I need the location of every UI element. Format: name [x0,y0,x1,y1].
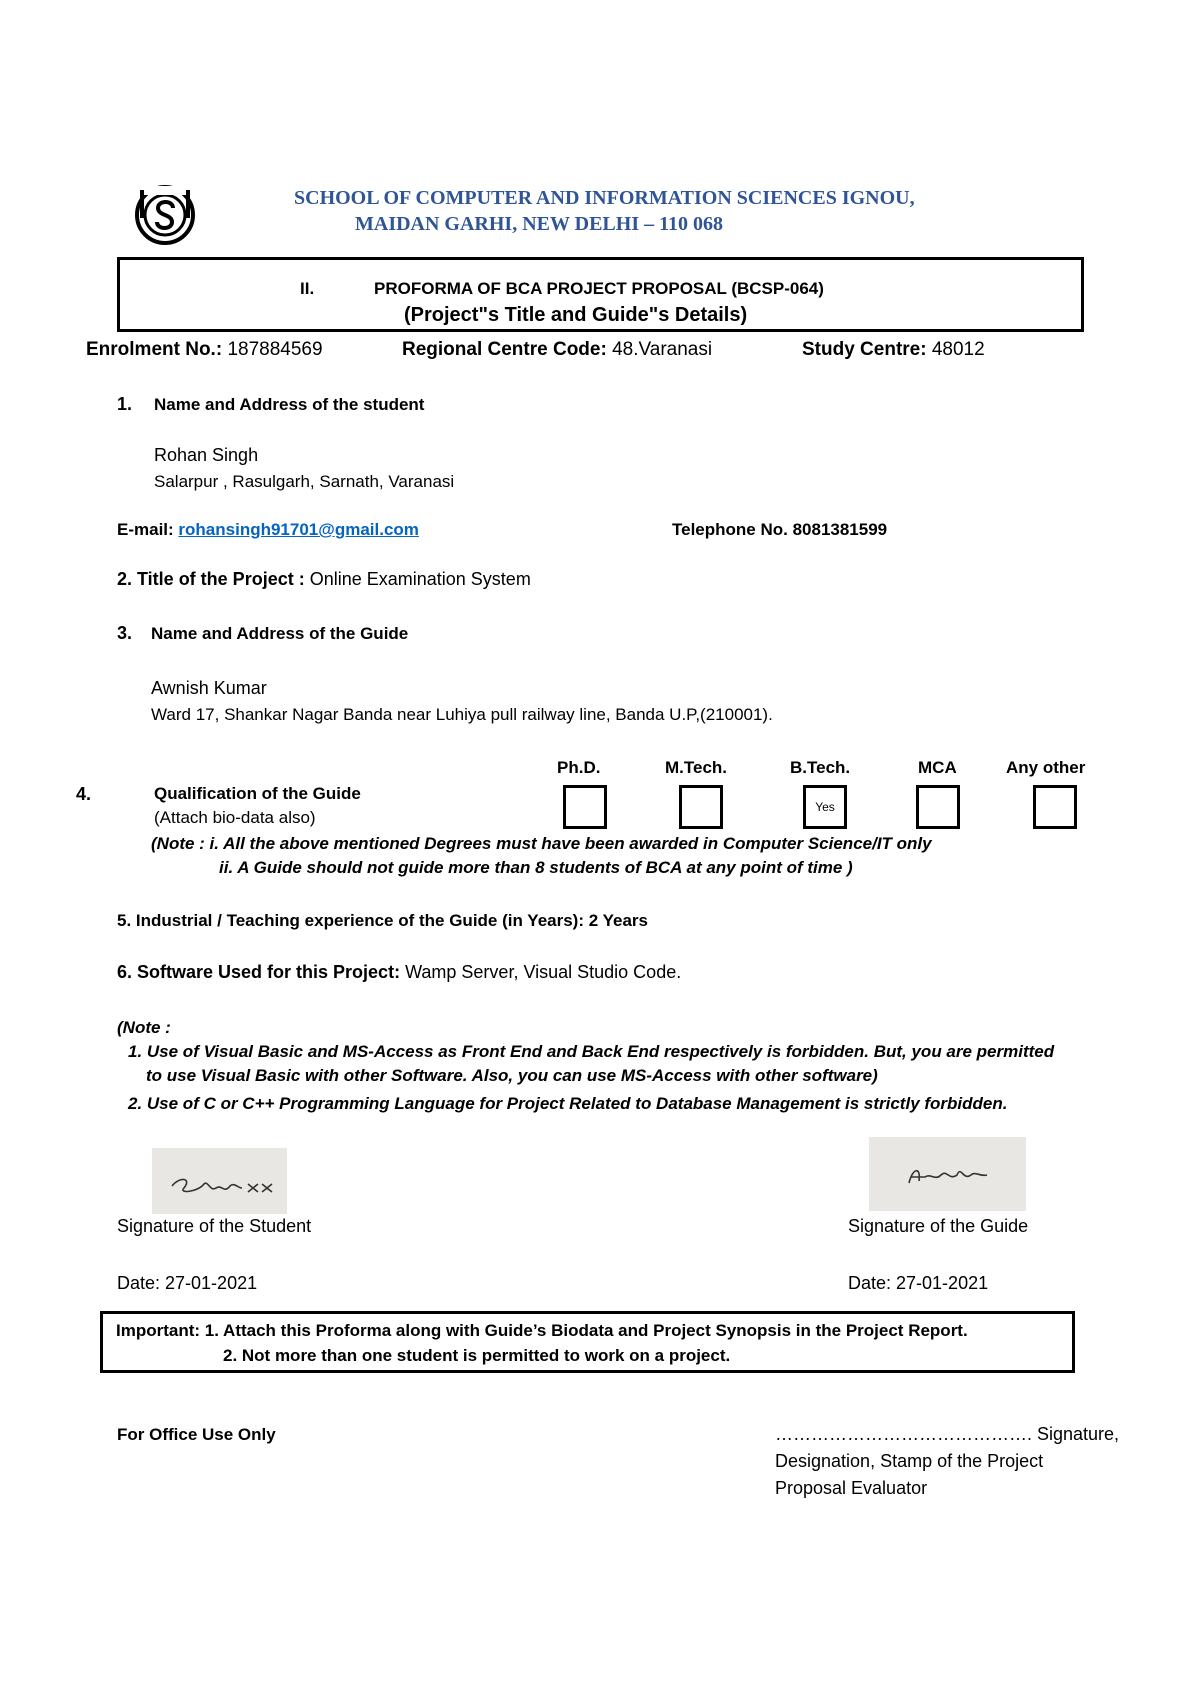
important-line-2: 2. Not more than one student is permitted to work on a project. [223,1346,731,1365]
section4-subheading: (Attach bio-data also) [154,808,316,827]
email-row [117,520,419,540]
student-signature-label: Signature of the Student [117,1216,312,1236]
study-centre-value: 48012 [931,339,985,360]
guide-name: Awnish Kumar [151,678,267,698]
note-line-3: 2. Use of C or C++ Programming Language for Project Related to Database Management is strictly forbidden. [128,1094,1008,1113]
qual-checkbox-btech[interactable] [803,785,847,829]
regional-centre-row [402,339,712,361]
experience-value: 2 Years [588,911,648,930]
email-link[interactable]: rohansingh91701@gmail.com [178,520,419,539]
section1-number: 1. [117,394,133,414]
project-title-value: Online Examination System [309,569,531,589]
evaluator-signature-line: ……………………………………. Signature, [775,1424,1120,1444]
experience-label: 5. Industrial / Teaching experience of the Guide (in Years): [117,911,584,930]
enrolment-row [86,339,323,361]
section3-number: 3. [117,623,133,643]
qual-checkbox-any-other[interactable] [1033,785,1077,829]
evaluator-designation-line: Designation, Stamp of the Project [775,1451,1044,1471]
qual-checkbox-mtech[interactable] [679,785,723,829]
qual-checkbox-btech-mark: Yes [815,800,835,814]
student-address: Salarpur , Rasulgarh, Sarnath, Varanasi [154,472,455,491]
important-label: Important: [116,1321,201,1340]
guide-date: Date: 27-01-2021 [848,1273,989,1293]
qual-option-label-mca: MCA [918,758,957,777]
enrolment-label: Enrolment No.: [86,339,223,360]
telephone: Telephone No. 8081381599 [672,520,888,539]
qual-option-label-btech: B.Tech. [790,758,851,777]
study-centre-row [802,339,985,361]
proforma-subtitle: (Project"s Title and Guide"s Details) [404,304,748,326]
software-label: 6. Software Used for this Project: [117,962,401,982]
student-name: Rohan Singh [154,445,259,465]
qual-option-label-any-other: Any other [1006,758,1086,777]
student-signature-image [152,1148,287,1214]
important-line-1 [116,1321,968,1341]
qualification-note-2: ii. A Guide should not guide more than 8 students of BCA at any point of time ) [219,858,853,877]
section-roman-numeral: II. [300,279,315,298]
email-label: E-mail: [117,520,174,539]
section4-heading: Qualification of the Guide [154,784,361,803]
note-line-1: 1. Use of Visual Basic and MS-Access as Front End and Back End respectively is forbidden. But, you are permitted [128,1042,1055,1061]
experience-row [117,911,648,931]
regional-centre-label: Regional Centre Code: [402,339,607,360]
guide-signature-image [869,1137,1026,1211]
note-line-2: to use Visual Basic with other Software. Also, you can use MS-Access with other software) [146,1066,878,1085]
qual-checkbox-mca[interactable] [916,785,960,829]
enrolment-value: 187884569 [227,339,323,360]
evaluator-title-line: Proposal Evaluator [775,1478,928,1498]
ignou-logo [134,184,196,246]
software-value: Wamp Server, Visual Studio Code. [405,962,682,982]
guide-signature-label: Signature of the Guide [848,1216,1029,1236]
qual-option-label-phd: Ph.D. [557,758,601,777]
guide-address: Ward 17, Shankar Nagar Banda near Luhiya pull railway line, Banda U.P,(210001). [151,705,773,724]
qual-checkbox-phd[interactable] [563,785,607,829]
qualification-note-1: (Note : i. All the above mentioned Degrees must have been awarded in Computer Science/IT only [151,834,932,853]
note-heading: (Note : [117,1018,171,1037]
important-text-1: 1. Attach this Proforma along with Guide’s Biodata and Project Synopsis in the Project Report. [204,1321,968,1340]
school-name-line1: SCHOOL OF COMPUTER AND INFORMATION SCIENCES IGNOU, [294,187,915,209]
qual-option-label-mtech: M.Tech. [665,758,728,777]
project-title-label: 2. Title of the Project : [117,569,305,589]
proforma-title: PROFORMA OF BCA PROJECT PROPOSAL (BCSP-064) [374,279,824,298]
section1-heading: Name and Address of the student [154,395,425,414]
regional-centre-value: 48.Varanasi [612,339,713,360]
section3-heading: Name and Address of the Guide [151,624,409,643]
school-address-line2: MAIDAN GARHI, NEW DELHI – 110 068 [355,213,723,235]
study-centre-label: Study Centre: [802,339,927,360]
student-date: Date: 27-01-2021 [117,1273,258,1293]
software-row [117,962,681,983]
office-use-label: For Office Use Only [117,1425,276,1444]
section4-number: 4. [76,784,92,804]
project-title-row [117,569,531,590]
